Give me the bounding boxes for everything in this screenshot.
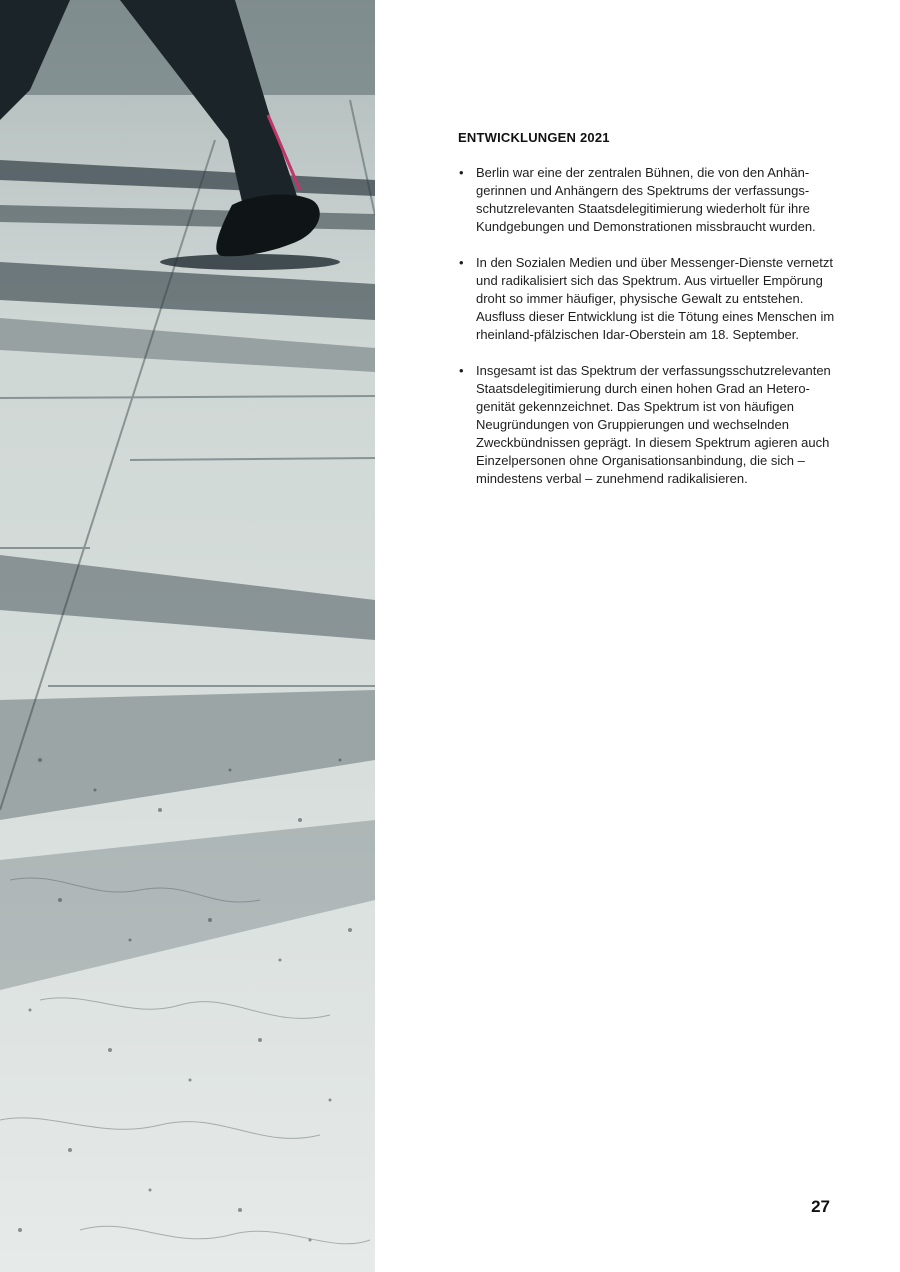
bullet-list bbox=[458, 164, 838, 488]
main-content bbox=[458, 130, 838, 506]
walking-person-photo bbox=[0, 0, 375, 1272]
section-heading: ENTWICKLUNGEN 2021 bbox=[458, 130, 610, 145]
bullet-icon: • bbox=[459, 363, 464, 378]
bullet-text: In den Sozialen Medien und über Messenger-Dienste vernetzt und radikalisiert sich das Spektrum. Aus virtueller Empörung droht so immer häufiger, physische Gewalt zu entstehen. Ausfluss dieser Entwicklung ist die Tötung eines Menschen im rheinland-pfälzischen Idar-Oberstein am 18. September. bbox=[476, 255, 835, 342]
bullet-icon: • bbox=[459, 165, 464, 180]
bullet-item bbox=[458, 254, 838, 344]
bullet-text: Berlin war eine der zentralen Bühnen, die von den Anhän-gerinnen und Anhängern des Spektrums der verfassungs-schutzrelevanten Staatsdelegitimierung wiederholt für ihre Kundgebungen und Demonstrationen missbraucht wurden. bbox=[476, 165, 816, 234]
page-number: 27 bbox=[811, 1197, 830, 1216]
bullet-item bbox=[458, 164, 838, 236]
floor-photo bbox=[0, 0, 375, 1272]
bullet-icon: • bbox=[459, 255, 464, 270]
bullet-item bbox=[458, 362, 838, 488]
bullet-text: Insgesamt ist das Spektrum der verfassungsschutzrelevanten Staatsdelegitimierung durch einen hohen Grad an Hetero-genität gekennzeichnet. Das Spektrum ist von häufigen Neugründungen von Gruppierungen und wechselnden Zweckbündnissen geprägt. In diesem Spektrum agieren auch Einzelpersonen ohne Organisationsanbindung, die sich – mindestens verbal – zunehmend radikalisieren. bbox=[476, 363, 831, 486]
